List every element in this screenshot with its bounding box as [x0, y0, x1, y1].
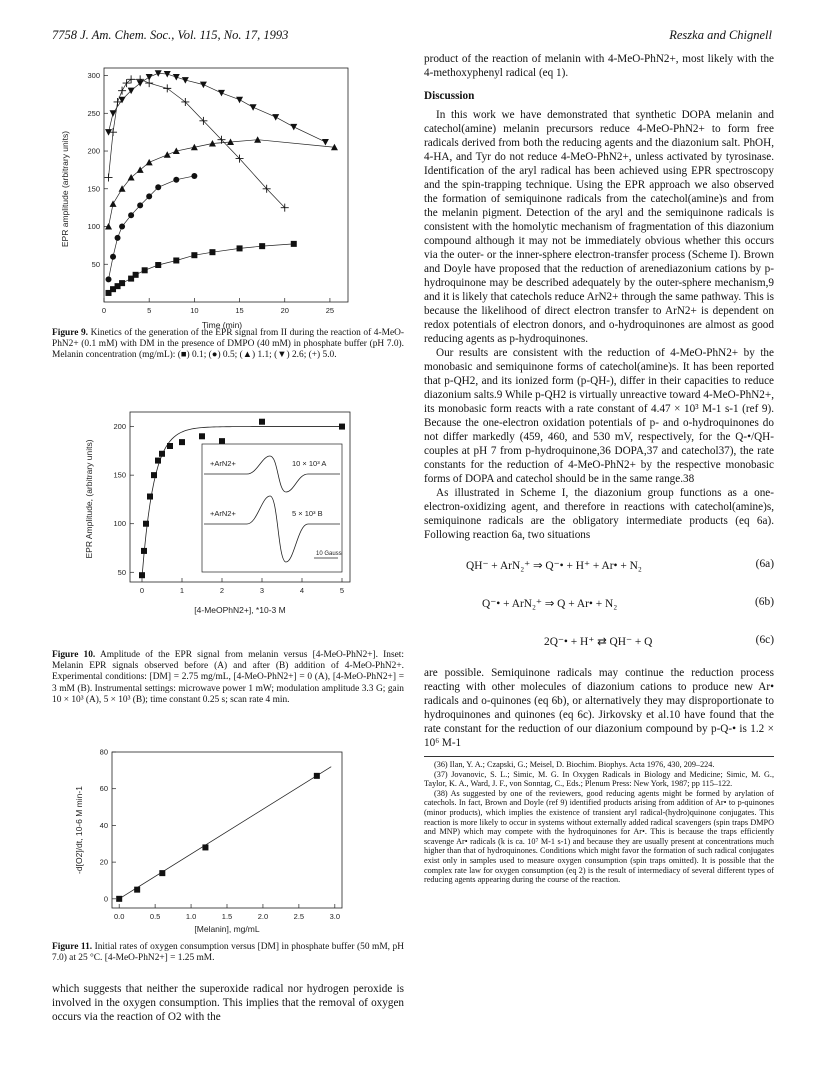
figure-11-caption [52, 942, 404, 964]
figure-11 [52, 748, 352, 940]
x-tick-label: 25 [325, 306, 335, 315]
data-point-2.6 [173, 74, 180, 81]
data-point-2.6 [272, 114, 279, 121]
data-point-5.0 [123, 79, 131, 87]
series-line-1.1 [109, 140, 335, 227]
data-point-5.0 [118, 87, 126, 95]
data-point [116, 896, 122, 902]
figure-9 [52, 64, 352, 334]
paragraph-0: product of the reaction of melanin with 4-MeO-PhN2+, most likely with the 4-methoxyphenyl radical (eq 1). [424, 53, 774, 79]
figure-10 [52, 404, 352, 644]
plot-frame [104, 68, 348, 302]
data-point [259, 419, 265, 425]
paragraph-1: In this work we have demonstrated that synthetic DOPA melanin and catechol(amine) melanin precursors reduce 4-MeO-PhN2+ to form free radicals derived from both the reducing agents and the diazonium salt. PhOH, 4-HA, and Tyr do not reduce 4-MeO-PhN2+, unless activated by tyrosinase. Identification of the aryl radical has been achieved using EPR spectroscopy and the spin-trapping technique. Using the EPR approach we also observed the formation of semiquinone radicals from the catechol(amine)s and from the melanin pigment. Detection of the aryl and the semiquinone radicals is consistent with the homolytic mechanism of fragmentation of this diazonium compound although it may not be immediately obvious whether this occurs via the outer- or the inner-sphere electron-transfer process (Scheme I). Brown and Doyle have proposed that the reduction of arenediazonium cations by p-hydroquinone may be described adequately by the outer-sphere mechanism,9 and it is likely that catechols reduce ArN2+ through the same pathway. This is because the likelihood of direct electron transfer to ArN2+ is dependent on redox potentials of electron donors, and o-hydroquinones are almost as good reducing agents as p-hydroquinones. [424, 109, 774, 345]
data-point-0.1 [119, 280, 125, 286]
data-point-0.1 [191, 252, 197, 258]
data-point-0.5 [115, 235, 121, 241]
data-point-0.5 [119, 224, 125, 230]
figure-10-caption [52, 650, 404, 706]
caption-text: Initial rates of oxygen consumption versus [DM] in phosphate buffer (50 mM, pH 7.0) at 25 °C. [4-MeO-PhN2+] = 1.25 mM. [52, 942, 404, 964]
caption-text: Amplitude of the EPR signal from melanin versus [4-MeO-PhN2+]. Inset: Melanin EPR signals observed before (A) and after (B) addition of 4-MeO-PhN2+. Experimental conditions: [DM] = 2.75 mg/mL, [4-MeO-PhN2+] = 0 (A), [4-MeO-PhN2+] = 3 mM (B). Instrumental settings: microwave power 1 mW; modulation amplitude 3.3 G; gain 10 × 10³ (A), 5 × 10³ (B); time constant 0.25 s; scan rate 4 min. [52, 650, 405, 705]
y-tick-label: 50 [91, 259, 100, 269]
data-point-2.6 [290, 124, 297, 130]
x-tick-label: 0 [101, 306, 107, 315]
caption-label: Figure 11. [52, 942, 93, 952]
x-tick-label: 2.5 [293, 912, 305, 921]
data-point [199, 433, 205, 439]
caption-label: Figure 10. [52, 650, 96, 660]
data-point-2.6 [182, 77, 189, 84]
data-point-1.1 [146, 159, 153, 166]
figure-9-chart [52, 64, 352, 334]
section-heading: Discussion [424, 90, 475, 102]
data-point [179, 439, 185, 445]
data-point-0.1 [259, 243, 265, 249]
caption-label: Figure 9. [52, 328, 88, 338]
data-point-0.1 [237, 245, 243, 251]
data-point-1.1 [128, 174, 135, 181]
data-point-2.6 [250, 104, 257, 111]
data-point-0.1 [209, 249, 215, 255]
y-axis-label: EPR Amplitude, (arbitrary units) [84, 439, 94, 559]
data-point-0.5 [110, 254, 116, 260]
data-point-0.5 [106, 276, 112, 282]
y-tick-label: 200 [113, 422, 126, 432]
y-tick-label: 300 [87, 71, 100, 81]
data-point-0.5 [128, 212, 134, 218]
x-tick-label: 4 [299, 586, 305, 595]
x-tick-label: 1.5 [221, 912, 233, 921]
data-point-1.1 [110, 200, 117, 207]
inset-epr-spectra [202, 444, 342, 572]
data-point-2.6 [164, 71, 171, 78]
right-column [424, 52, 774, 885]
data-point-5.0 [136, 75, 144, 83]
y-tick-label: 20 [99, 857, 108, 867]
data-point-0.1 [133, 272, 139, 278]
inset-b-label-right: 5 × 10³ B [292, 509, 323, 518]
data-point [143, 521, 149, 527]
x-tick-label: 20 [280, 306, 289, 315]
figure-11-chart [52, 748, 352, 940]
series-line-0.1 [109, 244, 294, 293]
data-point-5.0 [105, 173, 113, 181]
inset-a-label-right: 10 × 10³ A [292, 459, 327, 468]
x-tick-label: 0 [139, 586, 145, 595]
y-tick-label: 200 [87, 146, 100, 156]
equation-6c: 2Q⁻• + H⁺ ⇄ QH⁻ + Q (6c) [544, 634, 774, 648]
data-point-0.5 [155, 184, 161, 190]
y-tick-label: 60 [99, 784, 108, 794]
data-point-5.0 [145, 79, 153, 87]
inset-a-label-left: +ArN2+ [210, 459, 236, 468]
data-point-2.6 [322, 139, 329, 146]
data-point [134, 887, 140, 893]
caption-text: Kinetics of the generation of the EPR signal from II during the reaction of 4-MeO-PhN2+ (0.1 mM) with DM in the presence of DMPO (40 mM) in phosphate buffer (pH 7.0). Melanin concentration (mg/mL): (■) 0.1; (●) 0.5; (▲) 1.1; (▼) 2.6; (+) 5.0. [52, 328, 405, 361]
data-point [167, 443, 173, 449]
figure-10-chart [52, 404, 352, 644]
data-point-1.1 [164, 151, 171, 158]
reference-38: (38) As suggested by one of the reviewers, good reducing agents might be formed by arylation of catechols. In fact, Brown and Doyle (ref 9) identified products arising from addition of Ar• to p-quinones (minor products), which implies the existence of transient aryl radical-(hydro)quinone conjugates. This reaction is more likely to occur in systems without externally added radical scavengers (spin traps DMPO and MNP) which may compete with the hydroquinones for Ar•. This is because the traps efficiently scavenge Ar• radicals (k is ca. 10⁷ M-1 s-1) and because they are usually present at concentrations much higher than that of hydroquinones. Conditions which might favor the formation of such radical conjugates exist only in samples used to measure oxygen consumption (spin traps omitted). It is possible that the complex rate law for oxygen consumption (eq 2) is the result of intermediacy of several different types of reducing agents appearing during the course of the reaction. [424, 788, 774, 885]
x-tick-label: 0.5 [149, 912, 161, 921]
data-point [159, 870, 165, 876]
header-left: 7758 J. Am. Chem. Soc., Vol. 115, No. 17, 1993 [52, 28, 289, 42]
data-point-0.1 [142, 267, 148, 273]
reference-37: (37) Jovanovic, S. L.; Simic, M. G. In Oxygen Radicals in Biology and Medicine; Simic, M. G., Taylor, K. A., Ward, J. F., von Sonntag, C., Eds.; Plenum Press: New York, 1987; pp 115–122. [424, 769, 774, 789]
x-tick-label: 0.0 [113, 912, 125, 921]
data-point [155, 458, 161, 464]
paragraph-2: Our results are consistent with the reduction of 4-MeO-PhN2+ by the monobasic and semiquinone forms of catechol(amine)s. It has been reported that p-QH2, and its ionized form (p-QH-), differ in their capacities to reduce diazonium salts.9 While p-QH2 is virtually unreactive toward 4-MeO-PhN2+, its monobasic form reacts with a rate constant of 4.47 × 10³ M-1 s-1 (ref 9). Because the one-electron oxidation potentials of p- and o-hydroquinones do not differ markedly (459, 460, and 530 mV, respectively, for the Q-•/QH- couples at pH 7 from p-hydroquinone,36 DOPA,37 and catechol37), the rate constants for the reduction of 4-MeO-PhN2+ by the respective monobasic forms of DOPA and catechol should be in the same range.38 [424, 347, 774, 485]
y-tick-label: 250 [87, 108, 100, 118]
x-tick-label: 15 [235, 306, 244, 315]
data-point-0.1 [155, 262, 161, 268]
data-point-1.1 [137, 166, 144, 173]
x-tick-label: 5 [147, 306, 152, 315]
data-point-5.0 [163, 84, 171, 92]
x-axis-label: [4-MeOPhN2+], *10-3 M [194, 605, 286, 615]
data-point-0.1 [173, 257, 179, 263]
x-tick-label: 1.0 [185, 912, 197, 921]
reference-36: (36) Ilan, Y. A.; Czapski, G.; Meisel, D. Biochim. Biophys. Acta 1976, 430, 209–224. [434, 760, 715, 769]
y-tick-label: 150 [113, 470, 126, 480]
y-tick-label: 0 [103, 894, 108, 904]
x-tick-label: 5 [339, 586, 345, 595]
data-point-0.5 [173, 177, 179, 183]
data-point-2.6 [236, 97, 243, 104]
paragraph-4: are possible. Semiquinone radicals may continue the reduction process reacting with other molecules of diazonium cations to produce new Ar• radicals and o-quinones (eq 6b), or alternatively they may disproportionate to hydroquinones and quinones (eq 6c). Jirkovsky et al.10 have found that the rate constant for the reduction of our diazonium compound by p-Q-• is 1.2 × 10⁶ M-1 [424, 667, 774, 749]
x-tick-label: 10 [190, 306, 199, 315]
data-point [159, 451, 165, 457]
y-tick-label: 150 [87, 184, 100, 194]
y-tick-label: 100 [87, 222, 100, 232]
data-point-0.5 [146, 193, 152, 199]
data-point [339, 424, 345, 430]
paragraph-3: As illustrated in Scheme I, the diazonium group functions as a one-electron-oxidizing agent, and therefore in reactions with catechol(amine)s, semiquinone radicals are the obligatory intermediate products (eq 6a). Following reaction 6a, two situations [424, 487, 774, 541]
y-tick-label: 100 [113, 519, 126, 529]
y-tick-label: 40 [99, 820, 108, 830]
fit-line [119, 767, 331, 899]
x-axis-label: Time (min) [201, 320, 243, 330]
series-line-5.0 [109, 79, 285, 207]
y-tick-label: 80 [99, 747, 108, 757]
references [424, 756, 774, 885]
data-point [219, 438, 225, 444]
x-tick-label: 1 [179, 586, 185, 595]
inset-b-label-left: +ArN2+ [210, 509, 236, 518]
data-point [141, 548, 147, 554]
x-tick-label: 2.0 [257, 912, 269, 921]
equation-6a: QH⁻ + ArN₂⁺ ⇒ Q⁻• + H⁺ + Ar• + N₂ (6a) [466, 558, 774, 572]
header-right: Reszka and Chignell [669, 28, 772, 42]
y-tick-label: 50 [117, 567, 126, 577]
data-point-5.0 [127, 75, 135, 83]
data-point-1.1 [254, 136, 261, 143]
figure-9-caption [52, 328, 404, 362]
data-point-2.6 [200, 82, 207, 89]
data-point-2.6 [218, 90, 225, 97]
data-point [314, 773, 320, 779]
equation-6b: Q⁻• + ArN₂⁺ ⇒ Q + Ar• + N₂ (6b) [482, 596, 774, 610]
x-tick-label: 3.0 [329, 912, 341, 921]
scale-bar-label: 10 Gauss [316, 551, 342, 557]
data-point [151, 472, 157, 478]
y-axis-label: EPR amplitude (arbitrary units) [60, 130, 70, 248]
plot-frame [112, 752, 342, 908]
left-body-text: which suggests that neither the superoxide radical nor hydrogen peroxide is involved in the oxygen consumption. This implies that the removal of oxygen occurs via the reaction of O2 with the [52, 983, 404, 1023]
data-point [202, 844, 208, 850]
data-point-0.1 [291, 241, 297, 247]
x-tick-label: 3 [259, 586, 265, 595]
data-point-0.5 [137, 202, 143, 208]
data-point [147, 494, 153, 500]
y-axis-label: -d[O2]/dt, 10-6 M min-1 [74, 786, 84, 874]
x-tick-label: 2 [219, 586, 225, 595]
x-axis-label: [Melanin], mg/mL [194, 924, 260, 934]
data-point-0.5 [191, 173, 197, 179]
data-point [139, 572, 145, 578]
